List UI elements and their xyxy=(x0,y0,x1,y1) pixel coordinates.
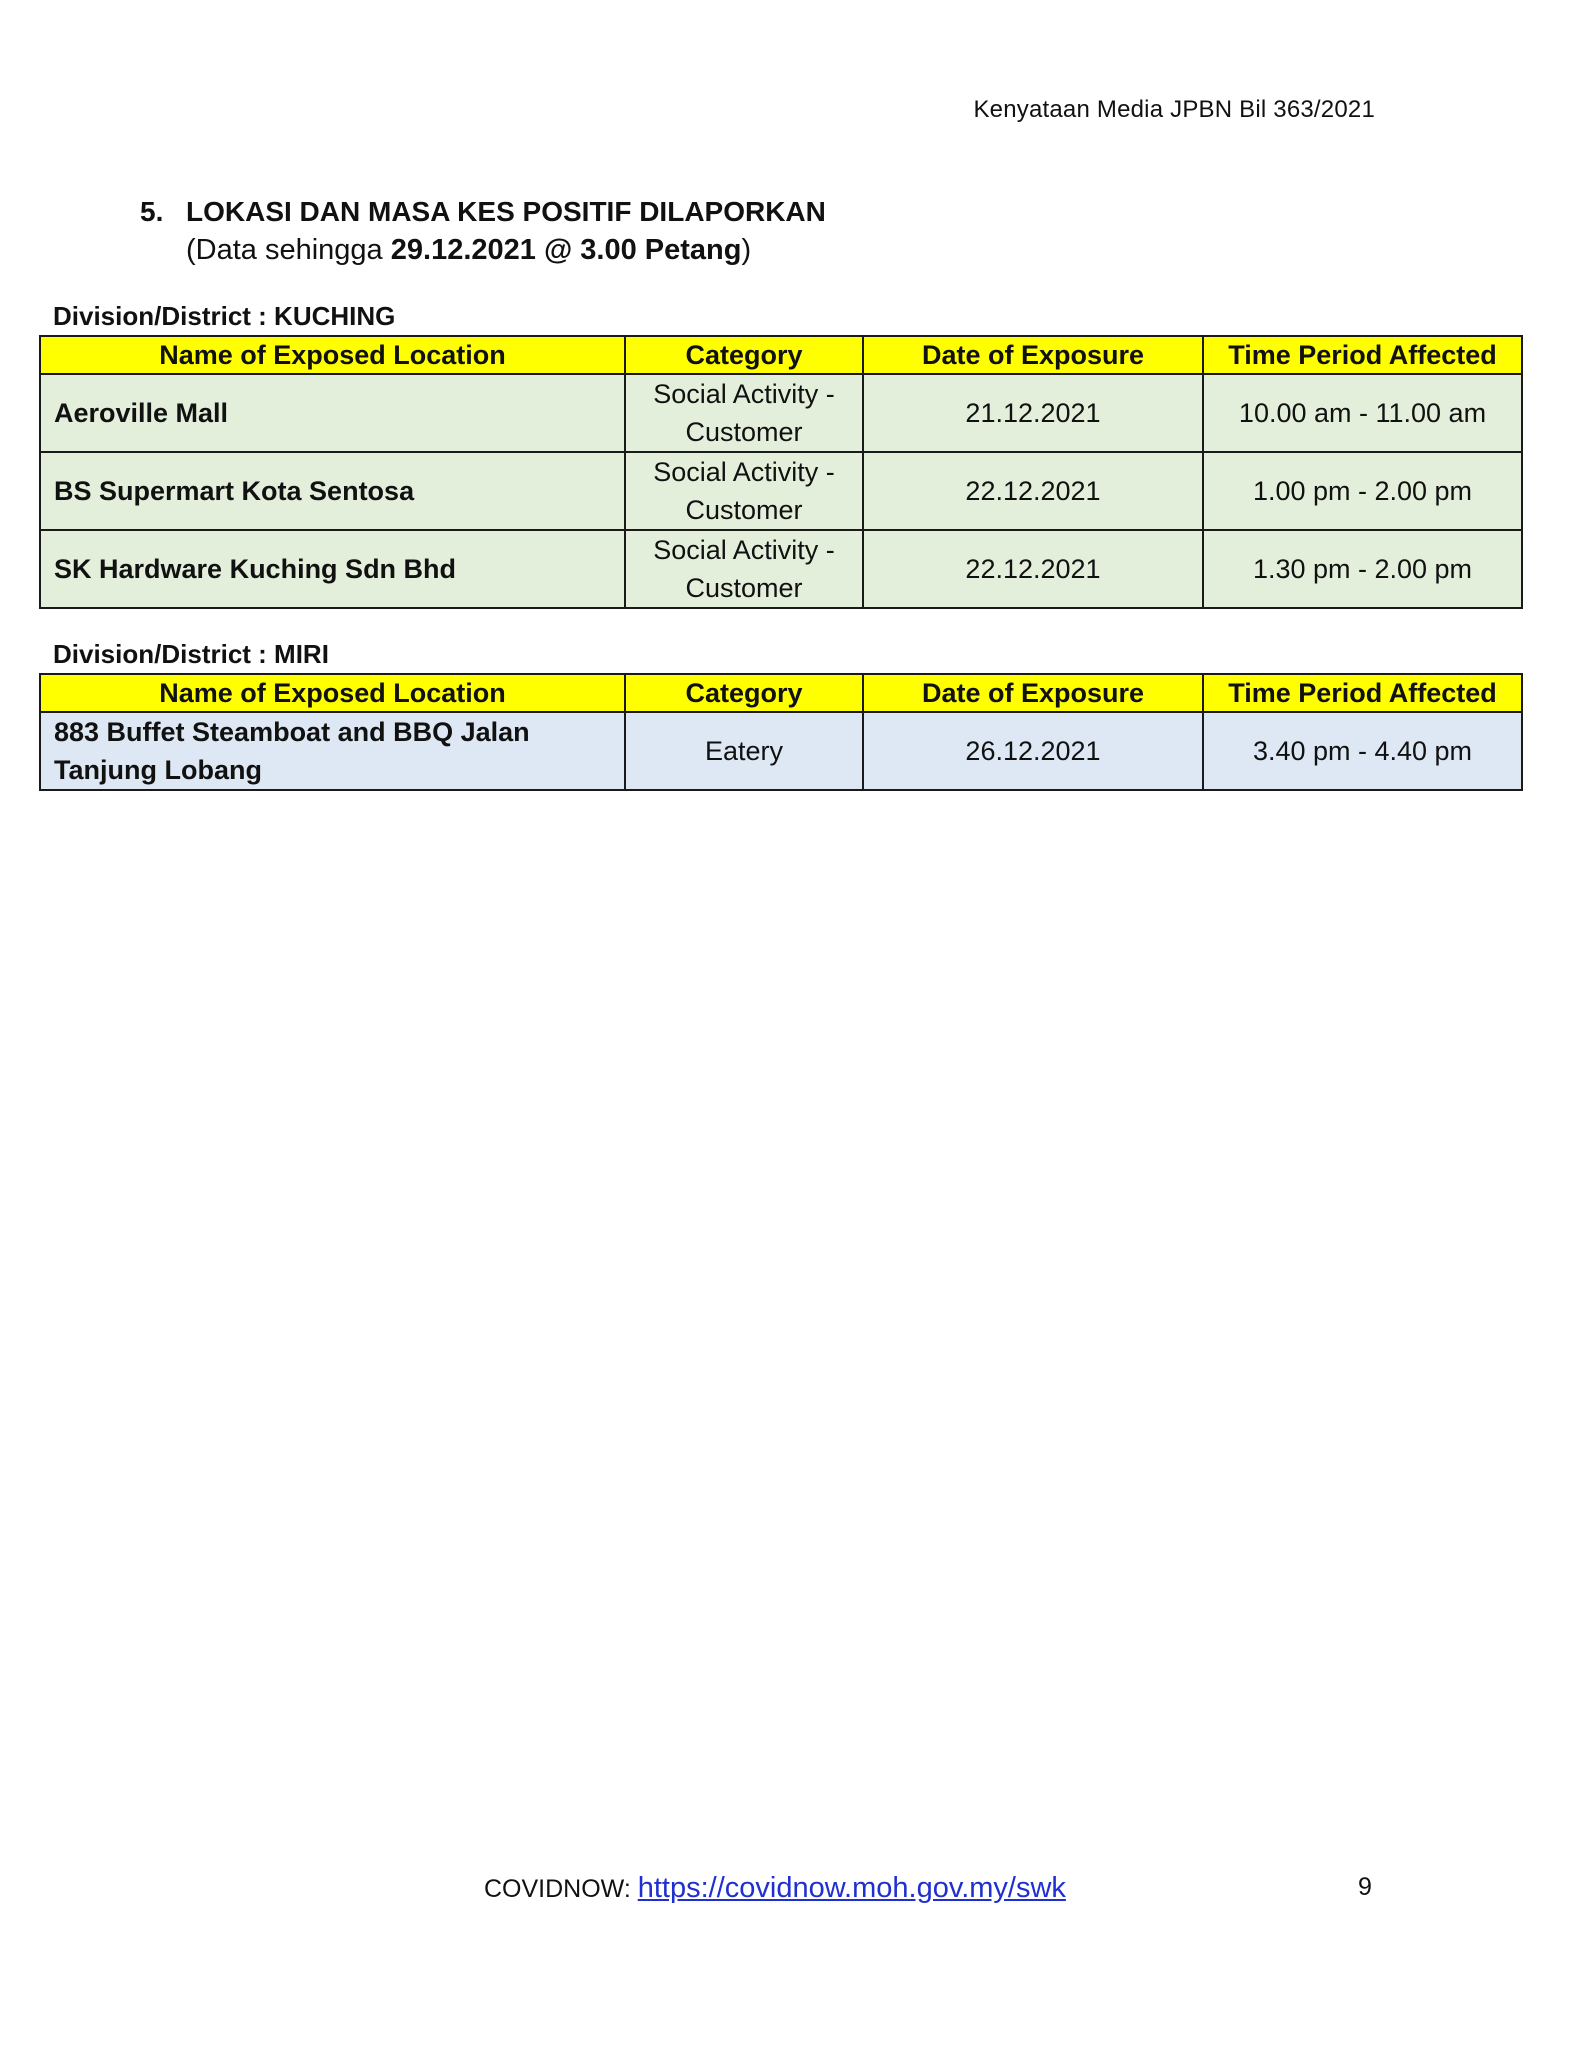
date-cell: 22.12.2021 xyxy=(863,530,1203,608)
table-row xyxy=(40,530,1522,608)
exposure-table-kuching xyxy=(39,335,1523,609)
table-row xyxy=(40,452,1522,530)
location-cell: BS Supermart Kota Sentosa xyxy=(40,452,625,530)
column-header-time: Time Period Affected xyxy=(1203,674,1522,712)
district-label-miri xyxy=(53,639,329,670)
category-cell: Social Activity - Customer xyxy=(625,452,863,530)
subtitle-open: (Data sehingga xyxy=(186,234,391,266)
category-cell: Social Activity - Customer xyxy=(625,374,863,452)
exposure-table-miri xyxy=(39,673,1523,791)
table-header-row xyxy=(40,336,1522,374)
subtitle-datetime: 29.12.2021 @ 3.00 Petang xyxy=(390,234,742,266)
page-number: 9 xyxy=(1358,1873,1372,1901)
district-name: MIRI xyxy=(274,639,329,669)
date-cell: 26.12.2021 xyxy=(863,712,1203,790)
section-heading xyxy=(140,196,826,228)
column-header-category: Category xyxy=(625,336,863,374)
covidnow-link[interactable]: https://covidnow.moh.gov.my/swk xyxy=(637,1872,1066,1904)
location-cell: SK Hardware Kuching Sdn Bhd xyxy=(40,530,625,608)
time-cell: 1.00 pm - 2.00 pm xyxy=(1203,452,1522,530)
footer-label: COVIDNOW: xyxy=(484,1875,638,1903)
date-cell: 22.12.2021 xyxy=(863,452,1203,530)
location-cell: Aeroville Mall xyxy=(40,374,625,452)
location-cell: 883 Buffet Steamboat and BBQ Jalan Tanjung Lobang xyxy=(40,712,625,790)
table-row xyxy=(40,712,1522,790)
column-header-location: Name of Exposed Location xyxy=(40,674,625,712)
section-subtitle xyxy=(186,234,751,267)
district-name: KUCHING xyxy=(274,301,396,331)
table-header-row xyxy=(40,674,1522,712)
time-cell: 10.00 am - 11.00 am xyxy=(1203,374,1522,452)
section-title: LOKASI DAN MASA KES POSITIF DILAPORKAN xyxy=(186,196,826,227)
column-header-time: Time Period Affected xyxy=(1203,336,1522,374)
table-row xyxy=(40,374,1522,452)
time-cell: 3.40 pm - 4.40 pm xyxy=(1203,712,1522,790)
district-label-prefix: Division/District : xyxy=(53,301,275,331)
date-cell: 21.12.2021 xyxy=(863,374,1203,452)
time-cell: 1.30 pm - 2.00 pm xyxy=(1203,530,1522,608)
district-label-kuching xyxy=(53,301,395,332)
column-header-category: Category xyxy=(625,674,863,712)
category-cell: Eatery xyxy=(625,712,863,790)
subtitle-close: ) xyxy=(741,234,752,266)
footer xyxy=(484,1872,1066,1905)
category-cell: Social Activity - Customer xyxy=(625,530,863,608)
column-header-date: Date of Exposure xyxy=(863,674,1203,712)
district-label-prefix: Division/District : xyxy=(53,639,275,669)
section-number: 5. xyxy=(140,196,164,227)
column-header-location: Name of Exposed Location xyxy=(40,336,625,374)
document-reference: Kenyataan Media JPBN Bil 363/2021 xyxy=(973,96,1375,123)
column-header-date: Date of Exposure xyxy=(863,336,1203,374)
